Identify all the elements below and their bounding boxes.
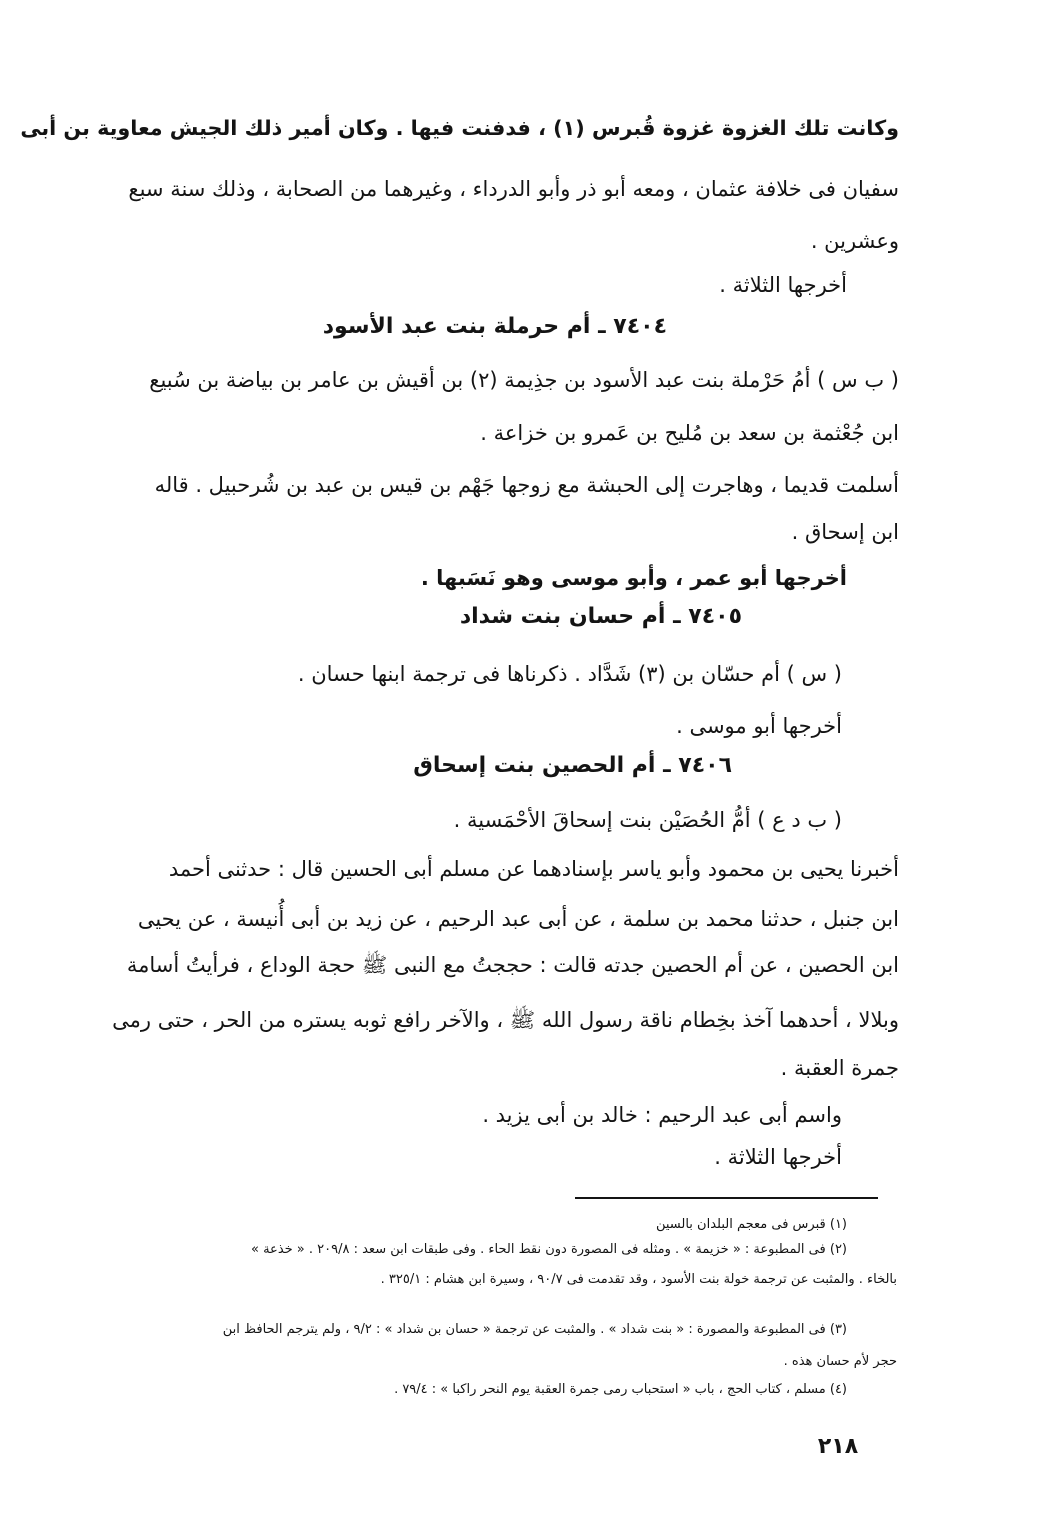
footnote-line: حجر لأم حسان هذه .: [783, 1354, 897, 1369]
body-line: ( ب س ) أمُ حَرْملة بنت عبد الأسود بن جذِيمة (٢) بن أقيش بن عامر بن بياضة بن سُبيع: [149, 368, 899, 392]
body-line: أخرجها الثلاثة .: [714, 1145, 842, 1169]
footnote-line: بالخاء . والمثبت عن ترجمة خولة بنت الأسود ، وقد تقدمت فى ٩٠/٧ ، وسيرة ابن هشام : ٣٢٥/١ .: [380, 1272, 897, 1287]
body-line: ( ب د ع ) أمُّ الحُصَيْن بنت إسحاقَ الأحْمَسية .: [453, 808, 842, 832]
entry-heading-7406: ٧٤٠٦ ـ أم الحصين بنت إسحاق: [413, 753, 732, 778]
body-line: ابن جُعْثمة بن سعد بن مُليح بن عَمرو بن خزاعة .: [480, 421, 899, 445]
footnote-line: (٢) فى المطبوعة : « خزيمة » . ومثله فى المصورة دون نقط الحاء . وفى طبقات ابن سعد : ٢٠٩/٨ . « خذعة »: [251, 1242, 847, 1257]
body-line: وعشرين .: [810, 229, 899, 253]
body-line: ابن إسحاق .: [791, 520, 899, 544]
footnote-line: (١) قبرس فى معجم البلدان بالسين: [655, 1217, 847, 1232]
body-line: ابن جنبل ، حدثنا محمد بن سلمة ، عن أبى عبد الرحيم ، عن زيد بن أبى أُنيسة ، عن يحيى: [137, 907, 899, 931]
entry-heading-7405: ٧٤٠٥ ـ أم حسان بنت شداد: [459, 604, 742, 629]
body-line: واسم أبى عبد الرحيم : خالد بن أبى يزيد .: [482, 1103, 842, 1127]
page-number: ٢١٨: [817, 1434, 859, 1459]
body-line: أخرجها أبو موسى .: [676, 714, 842, 738]
body-line: أخرجها الثلاثة .: [719, 273, 847, 297]
body-line: جمرة العقبة .: [780, 1056, 899, 1080]
footnote-divider: [575, 1197, 878, 1199]
footnote-line: (٤) مسلم ، كتاب الحج ، باب « استحباب رمى جمرة العقبة يوم النحر راكبا » : ٧٩/٤ .: [394, 1382, 847, 1397]
body-line: وبلالا ، أحدهما آخذ بخِطام ناقة رسول الله ﷺ ، والآخر رافع ثوبه يستره من الحر ، حتى رمى: [112, 1008, 899, 1032]
body-line: وكانت تلك الغزوة غزوة قُبرس (١) ، فدفنت فيها . وكان أمير ذلك الجيش معاوية بن أبى: [20, 116, 899, 140]
body-line: أخبرنا يحيى بن محمود وأبو ياسر بإسنادهما عن مسلم أبى الحسين قال : حدثنى أحمد: [168, 857, 899, 881]
footnote-line: (٣) فى المطبوعة والمصورة : « بنت شداد » . والمثبت عن ترجمة « حسان بن شداد » : ٩/٢ ، ولم يترجم الحافظ ابن: [222, 1322, 847, 1337]
body-line: أخرجها أبو عمر ، وأبو موسى وهو نَسَبها .: [420, 566, 847, 590]
body-line: أسلمت قديما ، وهاجرت إلى الحبشة مع زوجها جَهْم بن قيس بن عبد بن شُرحبيل . قاله: [154, 473, 899, 497]
body-line: ( س ) أم حسّان بن (٣) شَدَّاد . ذكرناها فى ترجمة ابنها حسان .: [297, 662, 842, 686]
body-line: ابن الحصين ، عن أم الحصين جدته قالت : حججتُ مع النبى ﷺ حجة الوداع ، فرأيتُ أسامة: [126, 953, 899, 977]
entry-heading-7404: ٧٤٠٤ ـ أم حرملة بنت عبد الأسود: [322, 314, 667, 339]
body-line: سفيان فى خلافة عثمان ، ومعه أبو ذر وأبو الدرداء ، وغيرهما من الصحابة ، وذلك سنة سبع: [128, 177, 899, 201]
